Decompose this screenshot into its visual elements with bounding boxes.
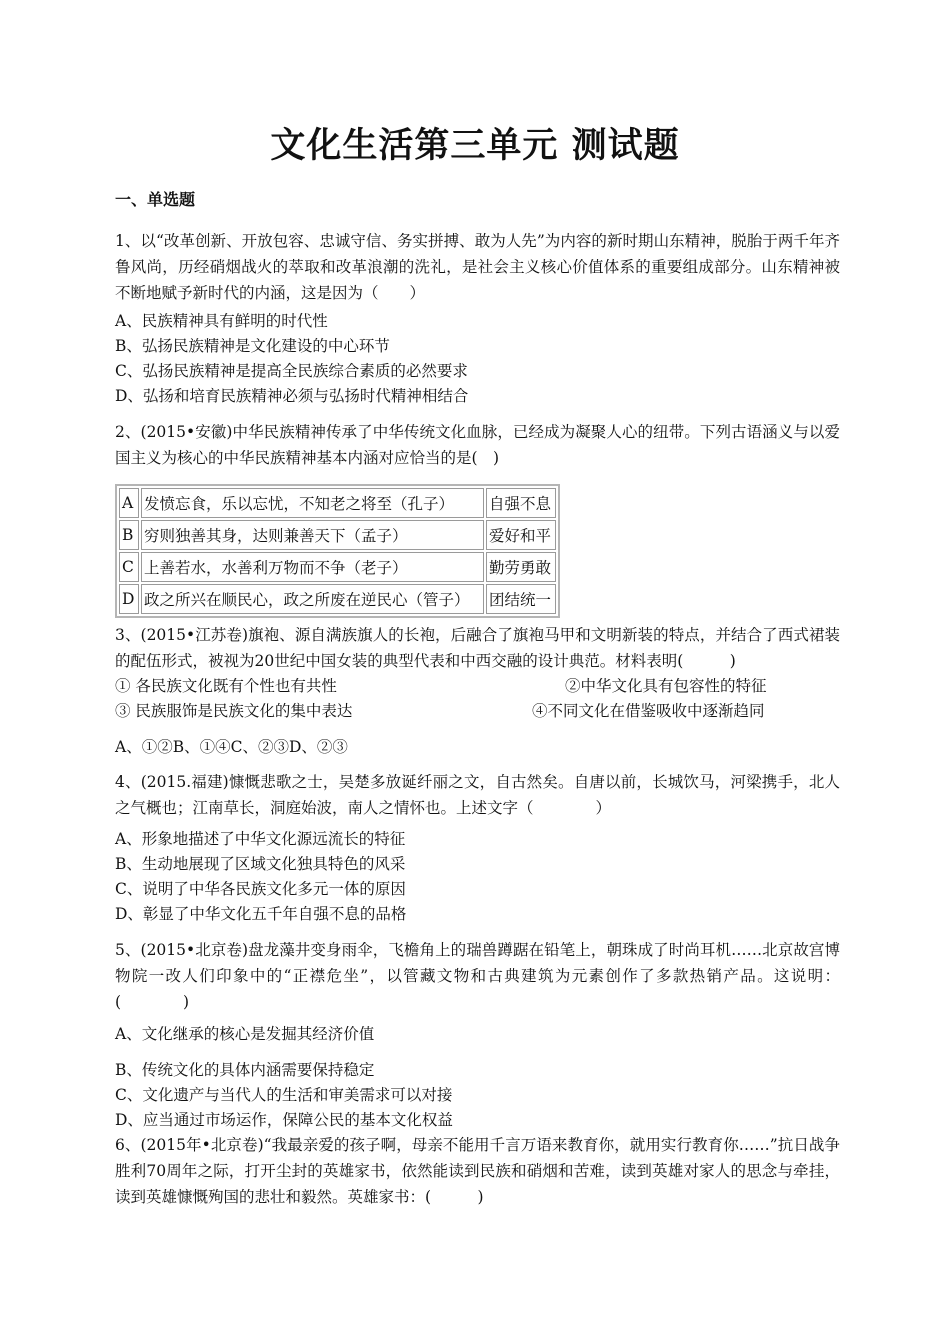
question-3-stem: 3、(2015•江苏卷)旗袍、源自满族旗人的长袍，后融合了旗袍马甲和文明新装的特点，并结合了西式裙装的配伍形式，被视为20世纪中国女装的典型代表和中西交融的设计典范。材料表明( ) (115, 626, 840, 670)
question-4-option-b: B、生动地展现了区域文化独具特色的风采 (115, 855, 406, 873)
option-quote: 穷则独善其身，达则兼善天下（孟子） (141, 520, 484, 550)
table-row (119, 520, 556, 550)
question-4-option-a: A、形象地描述了中华文化源远流长的特征 (115, 830, 406, 848)
option-quote: 政之所兴在顺民心，政之所废在逆民心（管子） (141, 584, 484, 614)
question-1-stem: 1、以“改革创新、开放包容、忠诚守信、务实拼搏、敢为人先”为内容的新时期山东精神，脱胎于两千年齐鲁风尚，历经硝烟战火的萃取和改革浪潮的洗礼，是社会主义核心价值体系的重要组成部分。山东精神被不断地赋予新时代的内涵，这是因为（ ） (115, 232, 840, 302)
table-row (119, 488, 556, 518)
question-1-option-c: C、弘扬民族精神是提高全民族综合素质的必然要求 (115, 362, 468, 380)
question-5-option-b: B、传统文化的具体内涵需要保持稳定 (115, 1061, 375, 1079)
question-3-statement-4: ④不同文化在借鉴吸收中逐渐趋同 (532, 702, 765, 720)
page-title: 文化生活第三单元 测试题 (270, 126, 680, 166)
option-quote: 上善若水，水善利万物而不争（老子） (141, 552, 484, 582)
question-5-option-d: D、应当通过市场运作，保障公民的基本文化权益 (115, 1111, 453, 1129)
option-spirit: 爱好和平 (486, 520, 556, 550)
question-2-stem: 2、(2015•安徽)中华民族精神传承了中华传统文化血脉，已经成为凝聚人心的纽带。下列古语涵义与以爱国主义为核心的中华民族精神基本内涵对应恰当的是( ) (115, 423, 840, 467)
option-quote: 发愤忘食，乐以忘忧，不知老之将至（孔子） (141, 488, 484, 518)
option-letter: C (119, 552, 139, 582)
question-3-options: A、①②B、①④C、②③D、②③ (115, 738, 348, 756)
question-2-options-table (115, 484, 560, 618)
option-spirit: 团结统一 (486, 584, 556, 614)
table-row (119, 584, 556, 614)
table-row (119, 552, 556, 582)
question-5-option-c: C、文化遗产与当代人的生活和审美需求可以对接 (115, 1086, 453, 1104)
question-4-option-c: C、说明了中华各民族文化多元一体的原因 (115, 880, 406, 898)
question-1-option-b: B、弘扬民族精神是文化建设的中心环节 (115, 337, 390, 355)
option-spirit: 自强不息 (486, 488, 556, 518)
question-1-option-a: A、民族精神具有鲜明的时代性 (115, 312, 328, 330)
question-4-stem: 4、(2015.福建)慷慨悲歌之士，吴楚多放诞纤丽之文，自古然矣。自唐以前，长城饮马，河梁携手，北人之气概也；江南草长，洞庭始波，南人之情怀也。上述文字（ ） (115, 773, 840, 817)
question-5-option-a: A、文化继承的核心是发掘其经济价值 (115, 1025, 375, 1043)
question-1-option-d: D、弘扬和培育民族精神必须与弘扬时代精神相结合 (115, 387, 469, 405)
option-letter: D (119, 584, 139, 614)
question-5-stem: 5、(2015•北京卷)盘龙藻井变身雨伞，飞檐角上的瑞兽蹲踞在铅笔上，朝珠成了时尚耳机……北京故宫博物院一改人们印象中的“正襟危坐”，以管藏文物和古典建筑为元素创作了多款热销产品。这说明：( ) (115, 941, 840, 1011)
option-letter: B (119, 520, 139, 550)
question-4-option-d: D、彰显了中华文化五千年自强不息的品格 (115, 905, 407, 923)
question-6-stem: 6、(2015年•北京卷)“我最亲爱的孩子啊，母亲不能用千言万语来教育你，就用实行教育你……”抗日战争胜利70周年之际，打开尘封的英雄家书，依然能读到民族和硝烟和苦难，读到英雄对家人的思念与牵挂，读到英雄慷慨殉国的悲壮和毅然。英雄家书：( ) (115, 1136, 840, 1206)
option-letter: A (119, 488, 139, 518)
question-3-statement-3: ③ 民族服饰是民族文化的集中表达 (115, 702, 353, 720)
option-spirit: 勤劳勇敢 (486, 552, 556, 582)
question-3-statement-1: ① 各民族文化既有个性也有共性 (115, 677, 337, 695)
question-3-statement-2: ②中华文化具有包容性的特征 (565, 677, 767, 695)
section-heading: 一、单选题 (115, 190, 196, 209)
